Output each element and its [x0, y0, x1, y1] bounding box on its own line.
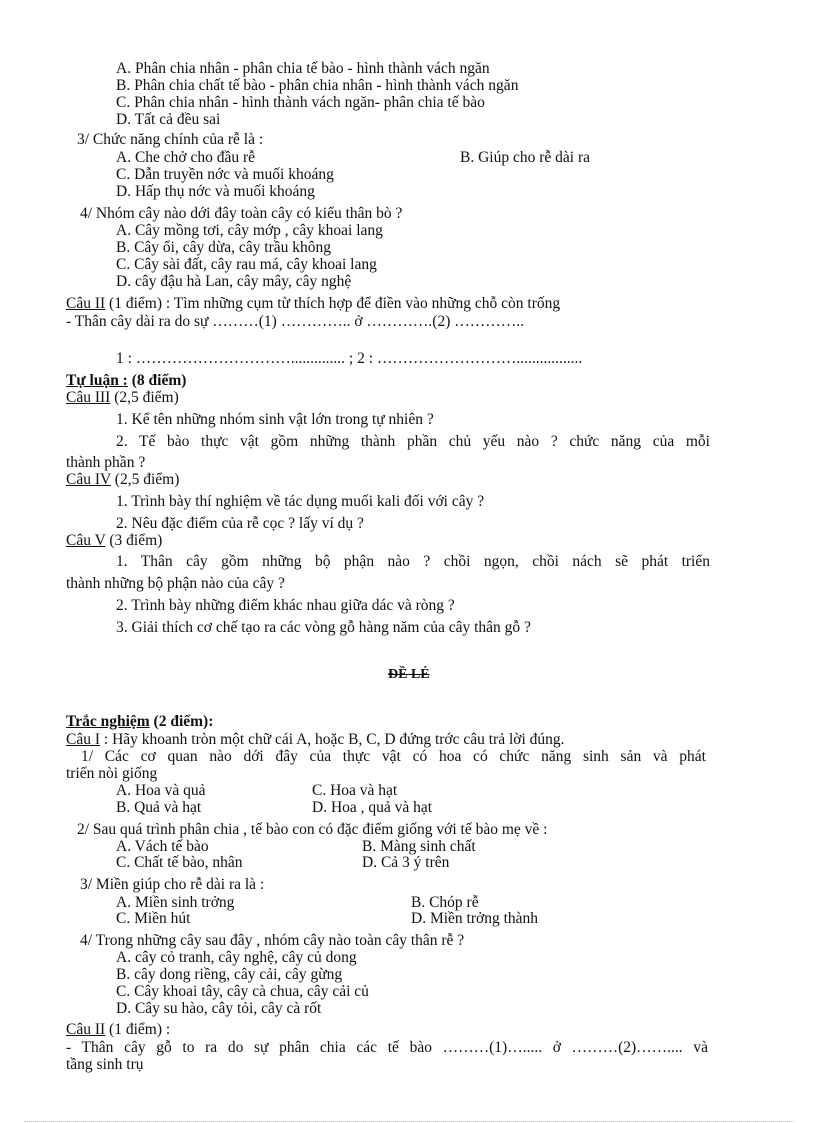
option-line: B. Chóp rễ	[411, 894, 479, 911]
option-line: C. Hoa và hạt	[312, 782, 398, 799]
question-heading	[66, 1021, 170, 1038]
essay-item: 2. Tế bào thực vật gồm những thành phần chủ yếu nào ? chức năng của mỗi	[116, 433, 710, 450]
option-line: C. Chất tế bào, nhân	[116, 854, 243, 871]
section-label: Câu V	[66, 532, 106, 549]
section-points: (8 điểm)	[127, 372, 187, 389]
option-line: C. Miền hút	[116, 910, 191, 927]
option-line: D. Tất cả đều sai	[116, 111, 221, 128]
section-label: Câu I	[66, 731, 101, 748]
essay-item: 1. Kể tên những nhóm sinh vật lớn trong tự nhiên ?	[116, 411, 434, 428]
option-line: D. Cả 3 ý trên	[362, 854, 450, 871]
section-points: (2 điểm):	[149, 713, 214, 730]
essay-item: 2. Trình bày những điểm khác nhau giữa dác và ròng ?	[116, 597, 455, 614]
question-text: 2/ Sau quá trình phân chia , tế bào con có đặc điểm giống với tế bào mẹ về :	[77, 821, 548, 838]
option-line: D. Hoa , quả và hạt	[312, 799, 433, 816]
section-label: Tự luận :	[66, 372, 128, 389]
fill-line-cont: tầng sinh trụ	[66, 1056, 144, 1073]
fill-line: - Thân cây gỗ to ra do sự phân chia các tế bào ………(1)…..... ở ………(2)…….... và	[66, 1039, 708, 1056]
essay-item: 1. Trình bày thí nghiệm về tác dụng muối kali đối với cây ?	[116, 493, 485, 510]
section-label: Câu II	[66, 1021, 106, 1038]
option-line: B. cây dong riềng, cây cải, cây gừng	[116, 966, 343, 983]
option-line: A. cây cỏ tranh, cây nghệ, cây củ dong	[116, 949, 357, 966]
question-heading	[66, 471, 179, 488]
option-line: A. Vách tế bào	[116, 838, 209, 855]
option-line: A. Cây mồng tơi, cây mớp , cây khoai lang	[116, 222, 383, 239]
section-heading	[66, 372, 186, 389]
section-label: Câu III	[66, 389, 111, 406]
option-line: B. Giúp cho rễ dài ra	[460, 149, 590, 166]
question-heading	[66, 532, 162, 549]
option-line: B. Màng sinh chất	[362, 838, 476, 855]
question-text: 3/ Miền giúp cho rễ dài ra là :	[80, 876, 265, 893]
option-line: A. Che chở cho đầu rễ	[116, 149, 256, 166]
question-text: 4/ Trong những cây sau đây , nhóm cây nào toàn cây thân rễ ?	[80, 932, 465, 949]
option-line: D. Miền trởng thành	[411, 910, 539, 927]
option-line: C. Phân chia nhân - hình thành vách ngăn- phân chia tế bào	[116, 94, 485, 111]
page-bottom-rule	[24, 1121, 794, 1122]
section-label: Trắc nghiệm	[66, 713, 150, 730]
option-line: A. Miền sinh trởng	[116, 894, 235, 911]
section-label: Câu II	[66, 295, 106, 312]
answer-line: 1 : ………………………….............. ; 2 : ……………………….................	[116, 350, 583, 367]
section-points: (3 điểm)	[105, 532, 163, 549]
option-line: B. Quả và hạt	[116, 799, 202, 816]
essay-item: 3. Giải thích cơ chế tạo ra các vòng gỗ hàng năm của cây thân gỗ ?	[116, 619, 531, 636]
de-le-title: ĐỀ LẺ	[388, 667, 430, 682]
section-points: (2,5 điểm)	[110, 471, 180, 488]
section-text: : Hãy khoanh tròn một chữ cái A, hoặc B, C, D đứng trớc câu trả lời đúng.	[100, 731, 565, 748]
option-line: D. cây đậu hà Lan, cây mây, cây nghệ	[116, 273, 352, 290]
option-line: A. Phân chia nhân - phân chia tế bào - hình thành vách ngăn	[116, 60, 490, 77]
section-points: (2,5 điểm)	[110, 389, 179, 406]
option-line: C. Cây sài đất, cây rau má, cây khoai lang	[116, 256, 377, 273]
section-text: (1 điểm) : Tìm những cụm từ thích hợp để điền vào những chỗ còn trống	[105, 295, 561, 312]
question-heading	[66, 389, 179, 406]
option-line: D. Hấp thụ nớc và muối khoáng	[116, 183, 315, 200]
section-label: Câu IV	[66, 471, 111, 488]
essay-item-cont: thành phần ?	[66, 454, 146, 471]
section-text: (1 điểm) :	[105, 1021, 171, 1038]
question-text: 1/ Các cơ quan nào dới đây của thực vật có hoa có chức năng sinh sản và phát	[81, 748, 706, 765]
option-line: B. Phân chia chất tế bào - phân chia nhân - hình thành vách ngăn	[116, 77, 519, 94]
option-line: C. Dẫn truyền nớc và muối khoáng	[116, 166, 334, 183]
essay-item-cont: thành những bộ phận nào của cây ?	[66, 575, 285, 592]
option-line: C. Cây khoai tây, cây cà chua, cây cải củ	[116, 983, 369, 1000]
option-line: A. Hoa và quả	[116, 782, 206, 799]
option-line: D. Cây su hào, cây tỏi, cây cà rốt	[116, 1000, 322, 1017]
section-heading	[66, 713, 213, 730]
essay-item: 2. Nêu đặc điểm của rễ cọc ? lấy ví dụ ?	[116, 515, 364, 532]
question-text: 3/ Chức năng chính của rễ là :	[77, 131, 264, 148]
question-text: 4/ Nhóm cây nào dới đây toàn cây có kiểu thân bò ?	[80, 205, 403, 222]
option-line: B. Cây ổi, cây dừa, cây trầu không	[116, 239, 332, 256]
fill-line: - Thân cây dài ra do sự ………(1) ………….. ở ………….(2) …………..	[66, 313, 524, 330]
question-heading	[66, 731, 565, 748]
question-text-cont: triển nòi giống	[66, 765, 158, 782]
question-heading	[66, 295, 560, 312]
essay-item: 1. Thân cây gồm những bộ phận nào ? chồi ngọn, chồi nách sẽ phát triển	[116, 553, 710, 570]
